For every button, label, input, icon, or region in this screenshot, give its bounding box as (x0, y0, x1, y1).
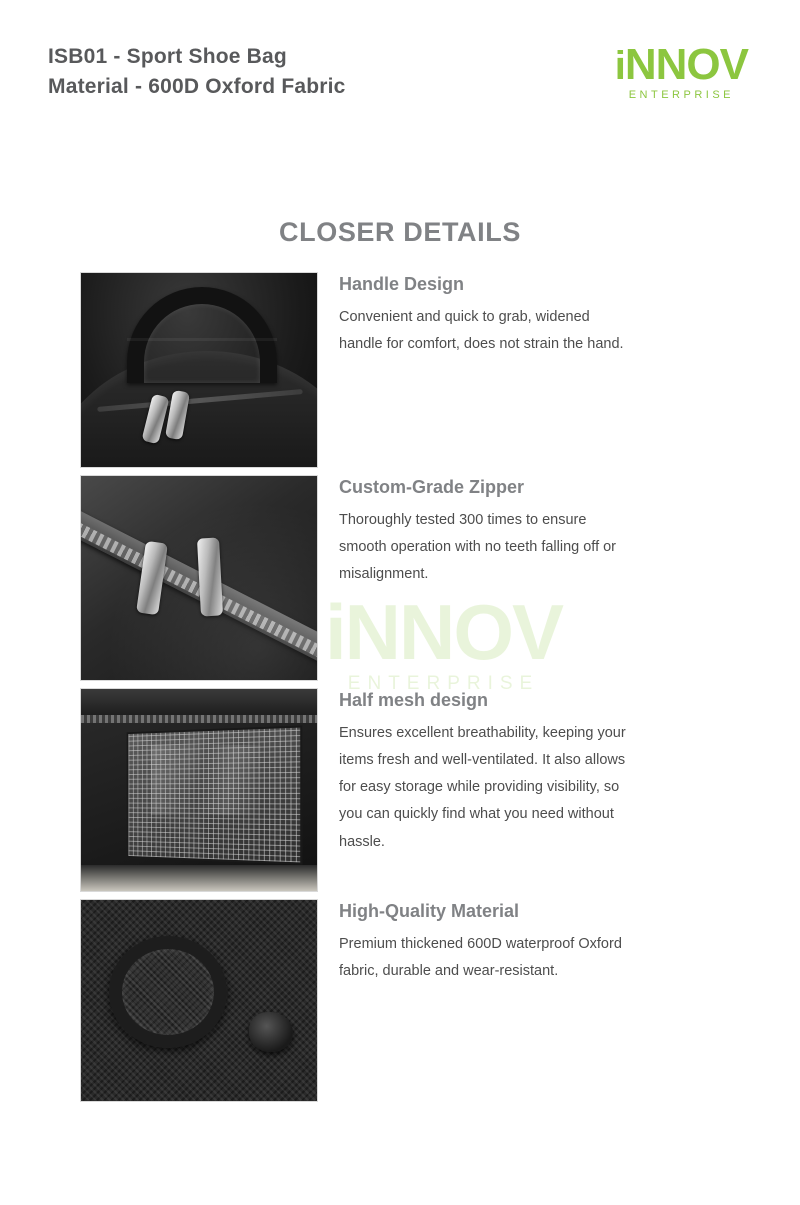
section-heading: CLOSER DETAILS (279, 216, 521, 247)
list-item (80, 475, 800, 681)
brand-logo (615, 42, 770, 101)
feature-list (0, 272, 800, 1102)
feature-text-block (318, 899, 628, 986)
feature-description: Ensures excellent breathability, keeping your items fresh and well-ventilated. It also allows for easy storage while providing visibility, so you can quickly find what you need without hassle. (339, 724, 626, 850)
feature-text-block (318, 475, 628, 589)
mesh-fold-highlight (151, 745, 261, 815)
fabric-knot-shape (249, 1012, 293, 1052)
feature-text-block (318, 272, 628, 359)
feature-description: Premium thickened 600D waterproof Oxford fabric, durable and wear-resistant. (339, 935, 622, 979)
brand-logo-text (614, 40, 748, 89)
mesh-photo (80, 688, 318, 892)
product-title-line-2: Material - 600D Oxford Fabric (48, 74, 346, 98)
bag-handle-shape (127, 287, 277, 383)
feature-text-block (318, 688, 628, 856)
fabric-loop-shape (109, 936, 227, 1048)
feature-description: Convenient and quick to grab, widened handle for comfort, does not strain the hand. (339, 308, 624, 352)
brand-logo-subtitle: ENTERPRISE (628, 88, 735, 101)
feature-description: Thoroughly tested 300 times to ensure smooth operation with no teeth falling off or misalignment. (339, 511, 617, 583)
zipper-photo (80, 475, 318, 681)
list-item (80, 272, 800, 468)
fabric-photo (80, 899, 318, 1102)
watermark-lead: i (325, 588, 345, 676)
brand-logo-word: NNOV (624, 40, 748, 89)
list-item (80, 688, 800, 892)
product-title-line-1: ISB01 - Sport Shoe Bag (48, 45, 287, 68)
brand-logo-lead: i (614, 44, 625, 88)
watermark-word: NNOV (344, 588, 563, 676)
zipper-teeth-shape (81, 715, 317, 723)
feature-title: Custom-Grade Zipper (339, 476, 525, 497)
page-header (0, 0, 800, 102)
product-title-block (48, 42, 346, 102)
feature-title: High-Quality Material (339, 900, 520, 921)
watermark-subtitle: ENTERPRISE (347, 673, 540, 695)
handle-photo (80, 272, 318, 468)
feature-title: Half mesh design (339, 689, 489, 710)
photo-sheen (81, 476, 317, 680)
photo-floor-shape (81, 865, 317, 891)
feature-title: Handle Design (339, 273, 465, 294)
list-item (80, 899, 800, 1102)
